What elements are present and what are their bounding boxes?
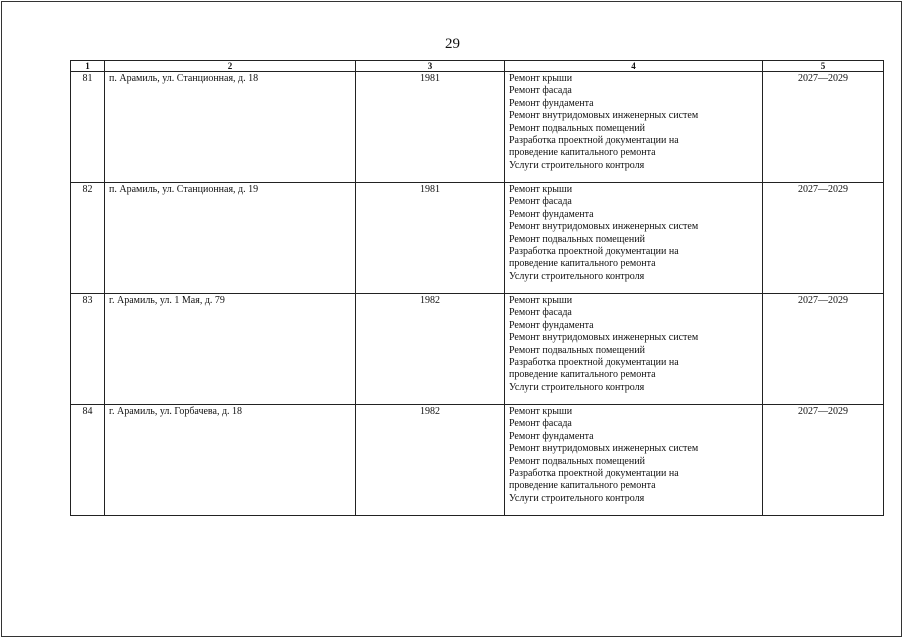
column-header-2: 2 [105,61,356,72]
work-list [505,405,763,516]
work-item: Ремонт крыши [509,295,573,306]
work-list [505,294,763,405]
repair-schedule-table [70,60,884,516]
work-item: Разработка проектной документации на [509,357,679,369]
work-item: Ремонт фундамента [509,97,594,109]
work-list [505,72,763,183]
row-number: 82 [71,183,105,294]
page-number: 29 [445,36,460,52]
work-item: Ремонт подвальных помещений [509,344,645,356]
building-address: п. Арамиль, ул. Станционная, д. 18 [105,72,356,183]
building-address: г. Арамиль, ул. 1 Мая, д. 79 [105,294,356,405]
column-header-3: 3 [356,61,505,72]
work-item: Разработка проектной документации на [509,468,679,480]
column-header-1: 1 [71,61,105,72]
work-item: Ремонт фасада [509,85,572,97]
work-item: Ремонт фасада [509,307,572,319]
column-header-4: 4 [505,61,763,72]
row-number: 83 [71,294,105,405]
work-item: Услуги строительного контроля [509,270,645,282]
work-item: Ремонт крыши [509,73,573,84]
building-address: г. Арамиль, ул. Горбачева, д. 18 [105,405,356,516]
header-row [71,61,884,72]
construction-year: 1982 [356,294,505,405]
repair-period: 2027—2029 [763,405,884,516]
work-item: Ремонт подвальных помещений [509,122,645,134]
work-item: Ремонт фасада [509,418,572,430]
building-address: п. Арамиль, ул. Станционная, д. 19 [105,183,356,294]
repair-period: 2027—2029 [763,183,884,294]
table-row [71,72,884,183]
column-header-5: 5 [763,61,884,72]
table-row [71,405,884,516]
work-item: Ремонт внутридомовых инженерных систем [509,221,699,233]
work-item: Ремонт внутридомовых инженерных систем [509,443,699,455]
work-item: Ремонт подвальных помещений [509,455,645,467]
work-item: Ремонт внутридомовых инженерных систем [509,110,699,122]
construction-year: 1981 [356,72,505,183]
work-item: Разработка проектной документации на [509,135,679,147]
work-item: проведение капитального ремонта [509,369,656,381]
work-item: Ремонт фундамента [509,430,594,442]
work-item: Разработка проектной документации на [509,246,679,258]
construction-year: 1981 [356,183,505,294]
work-item: Ремонт внутридомовых инженерных систем [509,332,699,344]
work-item: проведение капитального ремонта [509,258,656,270]
work-item: Ремонт крыши [509,184,573,195]
repair-period: 2027—2029 [763,72,884,183]
work-list [505,183,763,294]
work-item: Ремонт подвальных помещений [509,233,645,245]
work-item: Ремонт фундамента [509,208,594,220]
work-item: Услуги строительного контроля [509,381,645,393]
row-number: 81 [71,72,105,183]
work-item: Услуги строительного контроля [509,159,645,171]
work-item: Ремонт фундамента [509,319,594,331]
row-number: 84 [71,405,105,516]
work-item: Услуги строительного контроля [509,492,645,504]
repair-period: 2027—2029 [763,294,884,405]
work-item: Ремонт крыши [509,406,573,417]
table-row [71,183,884,294]
work-item: проведение капитального ремонта [509,147,656,159]
construction-year: 1982 [356,405,505,516]
work-item: Ремонт фасада [509,196,572,208]
table-row [71,294,884,405]
work-item: проведение капитального ремонта [509,480,656,492]
